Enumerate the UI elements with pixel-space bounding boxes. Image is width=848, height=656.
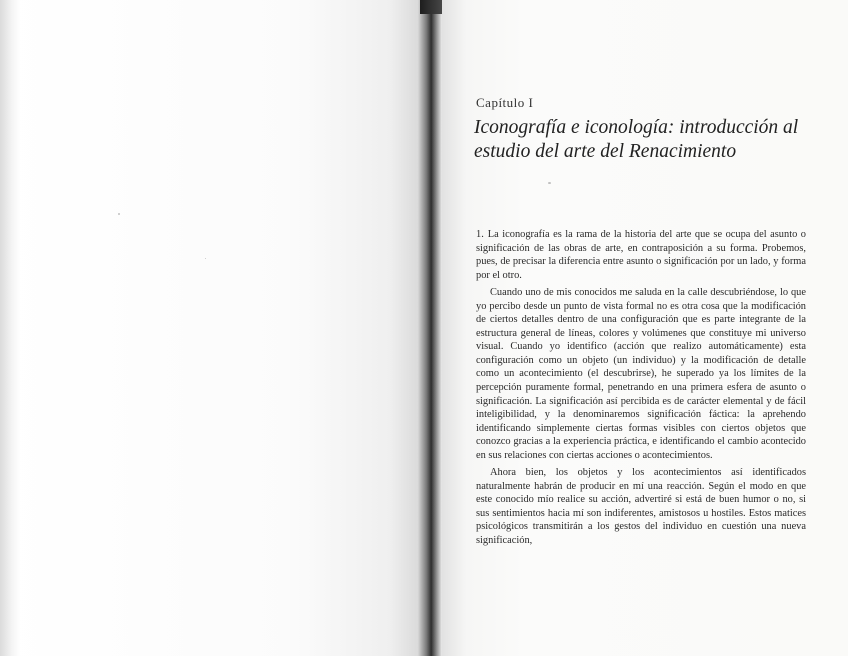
- paragraph-1-text: La iconografía es la rama de la historia del arte que se ocupa del asunto o significación de las obras de arte, en contraposición a su forma. Probemos, pues, de precisar la diferencia entre asunto o significación por un lado, y forma por el otro.: [476, 229, 806, 281]
- book-gutter-shadow: [418, 0, 442, 656]
- body-text: [476, 228, 806, 552]
- left-page-edge-shadow: [0, 0, 20, 656]
- paragraph-3: Ahora bien, los objetos y los acontecimientos así identificados naturalmente habrán de producir en mí una reacción. Según el modo en que este conocido mío realice su acción, advertiré si está de buen humor o no, si sus sentimientos hacia mí son indiferentes, amistosos u hostiles. Estos matices psicológicos transmitirán a los gestos del individuo en cuestión una nueva significación,: [476, 467, 806, 547]
- paragraph-1: [476, 228, 806, 282]
- paragraph-2: Cuando uno de mis conocidos me saluda en la calle descubriéndose, lo que yo percibo desde un punto de vista formal no es otra cosa que la modificación de ciertos detalles dentro de una configuración que es parte integrante de la estructura general de líneas, colores y volúmenes que constituye mi universo visual. Cuando yo identifico (acción que realizo automáticamente) esta configuración como un objeto (un individuo) y la modificación de detalle como un acontecimiento (el descubrirse), he superado ya los límites de la percepción puramente formal, penetrando en una primera esfera de asunto o significación. La significación así percibida es de carácter elemental y de fácil inteligibilidad, y la denominaremos significación fáctica: la aprehendo identificando simplemente ciertas formas visibles con ciertos objetos que conozco gracias a la experiencia práctica, e identificando el cambio acontecido en sus relaciones con ciertas acciones o acontecimientos.: [476, 287, 806, 461]
- paper-speck: [205, 258, 206, 259]
- paper-speck: [548, 182, 551, 184]
- section-number: 1.: [476, 229, 484, 240]
- chapter-label: Capítulo I: [476, 95, 534, 110]
- chapter-title-line-1: Iconografía e iconología: introducción al: [474, 117, 799, 138]
- chapter-title: [474, 116, 814, 164]
- chapter-title-line-2: estudio del arte del Renacimiento: [474, 141, 737, 162]
- paper-speck: [118, 213, 120, 215]
